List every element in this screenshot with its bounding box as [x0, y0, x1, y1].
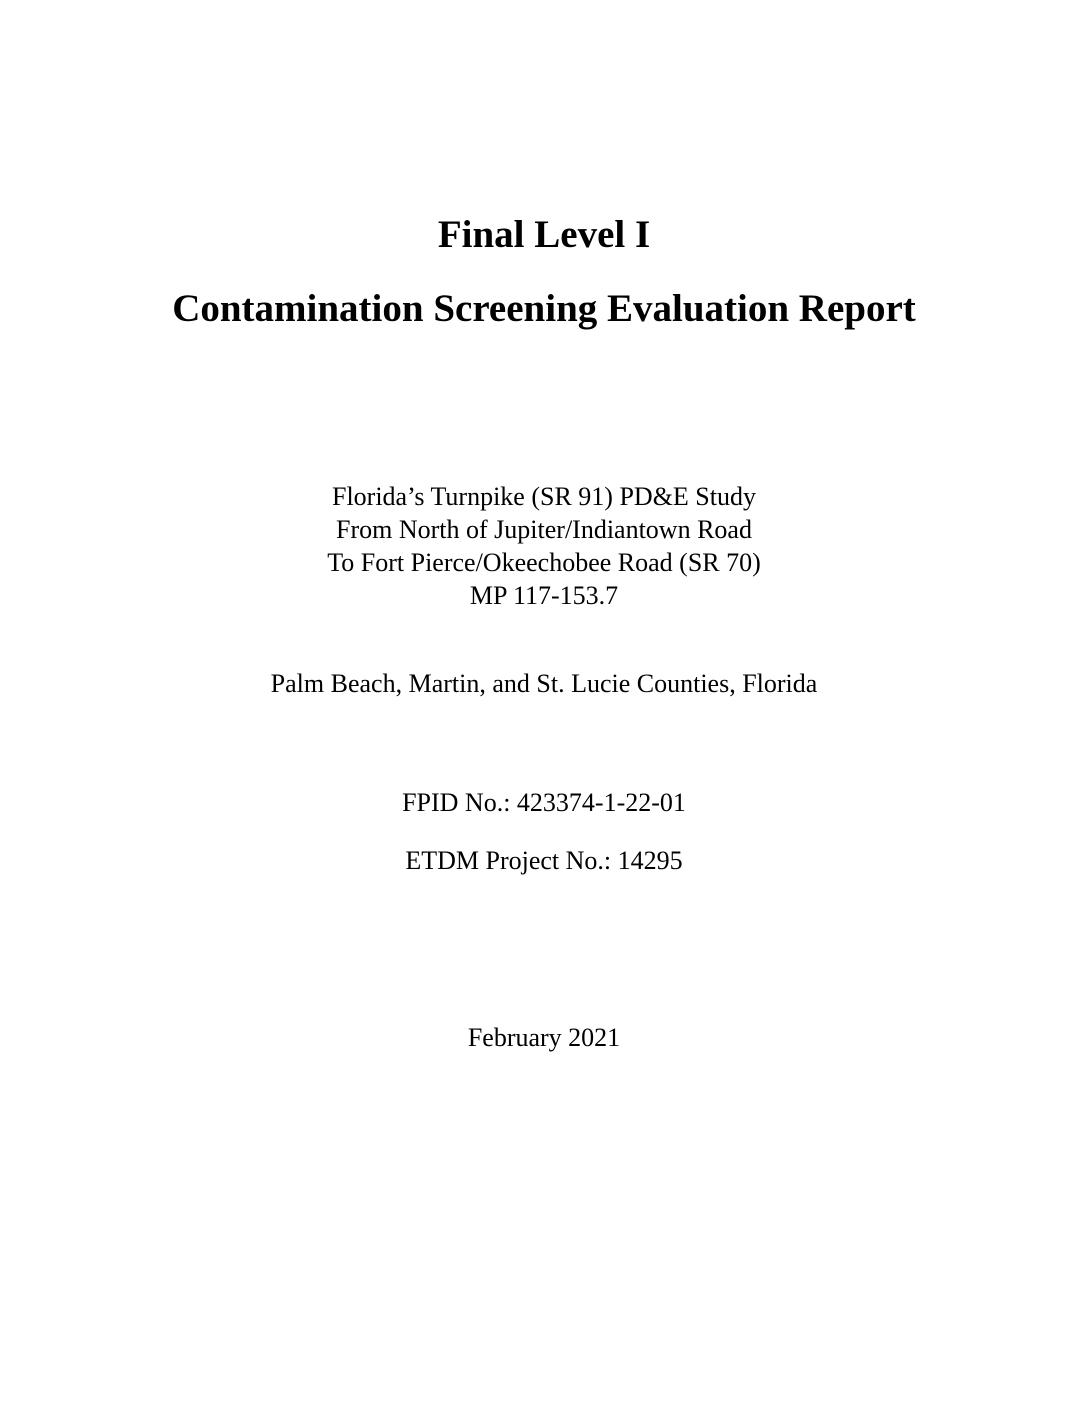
study-description — [0, 480, 1088, 612]
fpid-number: FPID No.: 423374-1-22-01 — [402, 788, 686, 817]
milepost-range: MP 117-153.7 — [469, 581, 619, 610]
counties-location: Palm Beach, Martin, and St. Lucie Counties, Florida — [270, 669, 818, 698]
study-limit-to: To Fort Pierce/Okeechobee Road (SR 70) — [327, 548, 761, 577]
etdm-project-number: ETDM Project No.: 14295 — [405, 846, 683, 875]
study-limit-from: From North of Jupiter/Indiantown Road — [336, 515, 752, 544]
report-date: February 2021 — [467, 1023, 621, 1052]
report-title-line-2: Contamination Screening Evaluation Report — [172, 287, 916, 330]
report-title-line-1: Final Level I — [437, 213, 651, 256]
study-name: Florida’s Turnpike (SR 91) PD&E Study — [331, 482, 756, 511]
